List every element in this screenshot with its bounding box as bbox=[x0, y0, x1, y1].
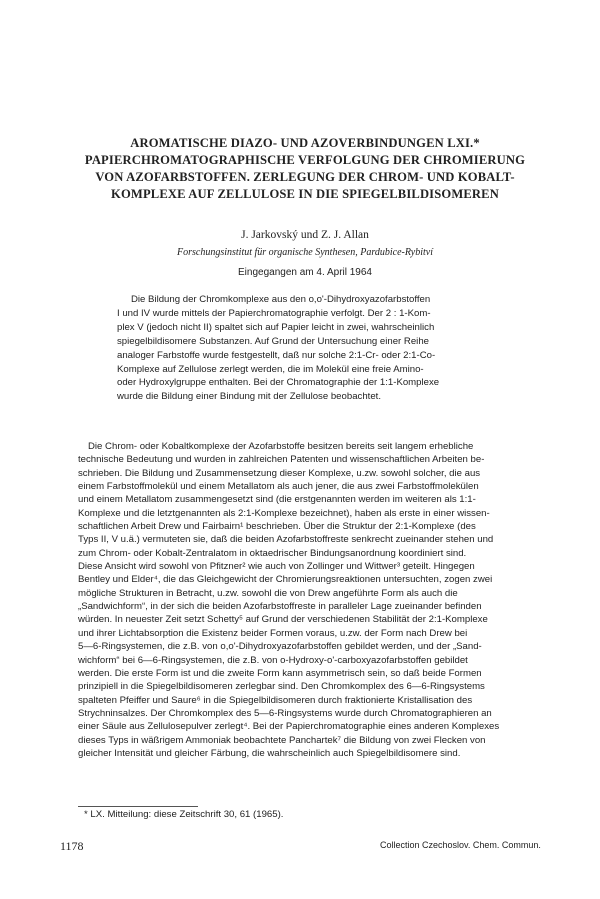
body-line: schaftlichen Arbeit Drew und Fairbairn¹ beschrieben. Über die Struktur der 2:1-Komplexe (des bbox=[78, 521, 476, 533]
abstract-line: I und IV wurde mittels der Papierchromatographie verfolgt. Der 2 : 1-Kom- bbox=[117, 307, 431, 319]
body-line: Bentley und Elder⁴, die das Gleichgewicht der Chromierungsreaktionen untersuchten, zogen zwei bbox=[78, 574, 493, 586]
body-line: und ihrer Lichtabsorption die Existenz beider Formen voraus, u.zw. der Form nach Drew bei bbox=[78, 627, 468, 639]
body-line: und einem Metallatom zusammengesetzt sind (die erstgenannten werden im weiteren als 1:1- bbox=[78, 494, 476, 506]
body-line: technische Bedeutung und wurden in zahlreichen Patenten und wissenschaftlichen Arbeiten be- bbox=[78, 454, 485, 466]
body-line: einer Säule aus Zellulosepulver zerlegt⁴. Bei der Papierchromatographie eines anderen Komplexes bbox=[78, 721, 500, 733]
title-line: VON AZOFARBSTOFFEN. ZERLEGUNG DER CHROM- UND KOBALT- bbox=[95, 170, 515, 184]
footnote: * LX. Mitteilung: diese Zeitschrift 30, 61 (1965). bbox=[84, 809, 284, 820]
abstract-line: wurde die Bildung einer Bindung mit der Zellulose beobachtet. bbox=[117, 391, 381, 403]
body-line: 5—6-Ringsystemen, die z.B. von o,o'-Dihydroxyazofarbstoffen gebildet werden, und der „Sand- bbox=[78, 641, 482, 653]
body-line: Komplexe und die letztgenannten als 2:1-Komplexe bezeichnet), haben als erste in einer wissen- bbox=[78, 507, 490, 519]
journal-name: Collection Czechoslov. Chem. Commun. bbox=[380, 840, 541, 850]
authors: J. Jarkovský und Z. J. Allan bbox=[241, 229, 369, 241]
body-line: mögliche Strukturen in Betracht, u.zw. sowohl die von Drew angeführte Form als auch die bbox=[78, 587, 458, 599]
abstract-line: plex V (jedoch nicht II) spaltet sich auf Papier leicht in zwei, wahrscheinlich bbox=[117, 321, 435, 333]
abstract-line: spiegelbildisomere Substanzen. Auf Grund der Untersuchung einer Reihe bbox=[117, 335, 429, 347]
body-line: würden. In neuester Zeit setzt Schetty⁵ auf Grund der verschiedenen Stabilität der 2:1-Komplexe bbox=[78, 614, 488, 626]
abstract-line: Die Bildung der Chromkomplexe aus den o,o'-Dihydroxyazofarbstoffen bbox=[131, 294, 431, 305]
body-line: wichform“ bei 6—6-Ringsystemen, die z.B. von o-Hydroxy-o'-carboxyazofarbstoffen gebildet bbox=[78, 654, 468, 666]
body-line: einem Farbstoffmolekül und einem Metallatom als auch jener, die aus zwei Farbstoffmolekülen bbox=[78, 481, 479, 493]
abstract bbox=[117, 293, 535, 404]
abstract-line: analoger Farbstoffe wurde festgestellt, daß nur solche 2:1-Cr- oder 2:1-Co- bbox=[117, 349, 436, 361]
abstract-line: oder Hydroxylgruppe enthalten. Bei der Chromatographie der 1:1-Komplexe bbox=[117, 377, 440, 389]
body-line: spalteten Pfeiffer und Saure⁶ in die Spiegelbildisomeren durch fraktionierte Kristallisation des bbox=[78, 694, 473, 706]
title-line: PAPIERCHROMATOGRAPHISCHE VERFOLGUNG DER CHROMIERUNG bbox=[84, 153, 526, 167]
body-line: schrieben. Die Bildung und Zusammensetzung dieser Komplexe, u.zw. sowohl solcher, die aus bbox=[78, 467, 481, 479]
body-line: gleicher Intensität und gleicher Färbung, die wahrscheinlich auch Spiegelbildisomere sind. bbox=[78, 747, 461, 759]
footnote-divider bbox=[78, 806, 198, 807]
received-date: Eingegangen am 4. April 1964 bbox=[238, 267, 372, 278]
article-title bbox=[70, 135, 540, 203]
body-line: prinzipiell in die Spiegelbildisomeren zerlegbar sind. Den Chromkomplex des 6—6-Ringsystems bbox=[78, 681, 485, 693]
abstract-line: Komplexe auf Zellulose zerlegt werden, die im Molekül eine freie Amino- bbox=[117, 363, 424, 375]
body-text bbox=[78, 440, 540, 760]
page-number: 1178 bbox=[60, 839, 84, 853]
body-line: „Sandwichform“, in der sich die beiden Azofarbstoffreste in paralleler Lage zueinander befinden bbox=[78, 601, 482, 613]
body-line: werden. Die erste Form ist und die zweite Form kann asymmetrisch sein, so daß beide Formen bbox=[78, 667, 482, 679]
body-line: Diese Ansicht wird sowohl von Pfitzner² wie auch von Zollinger und Wittwer³ geteilt. Hingegen bbox=[78, 561, 475, 573]
body-line: Typs II, V u.ä.) vermuteten sie, daß die beiden Azofarbstoffreste senkrecht zueinander stehen und bbox=[78, 534, 494, 546]
title-line: KOMPLEXE AUF ZELLULOSE IN DIE SPIEGELBILDISOMEREN bbox=[111, 187, 499, 201]
body-line: Die Chrom- oder Kobaltkomplexe der Azofarbstoffe besitzen bereits seit langem erhebliche bbox=[88, 441, 474, 452]
body-line: Strychninsalzes. Der Chromkomplex des 5—6-Ringsystems wurde durch Chromatographieren an bbox=[78, 707, 492, 719]
body-line: zum Chrom- oder Kobalt-Zentralatom in oktaedrischer Bindungsanordnung koordiniert sind. bbox=[78, 547, 467, 559]
body-line: dieses Typs in wäßrigem Ammoniak beobachtete Panchartek⁷ die Bildung von zwei Flecken von bbox=[78, 734, 486, 746]
title-line: AROMATISCHE DIAZO- UND AZOVERBINDUNGEN LXI.* bbox=[130, 136, 480, 150]
institute: Forschungsinstitut für organische Synthesen, Pardubice-Rybitví bbox=[177, 247, 433, 258]
